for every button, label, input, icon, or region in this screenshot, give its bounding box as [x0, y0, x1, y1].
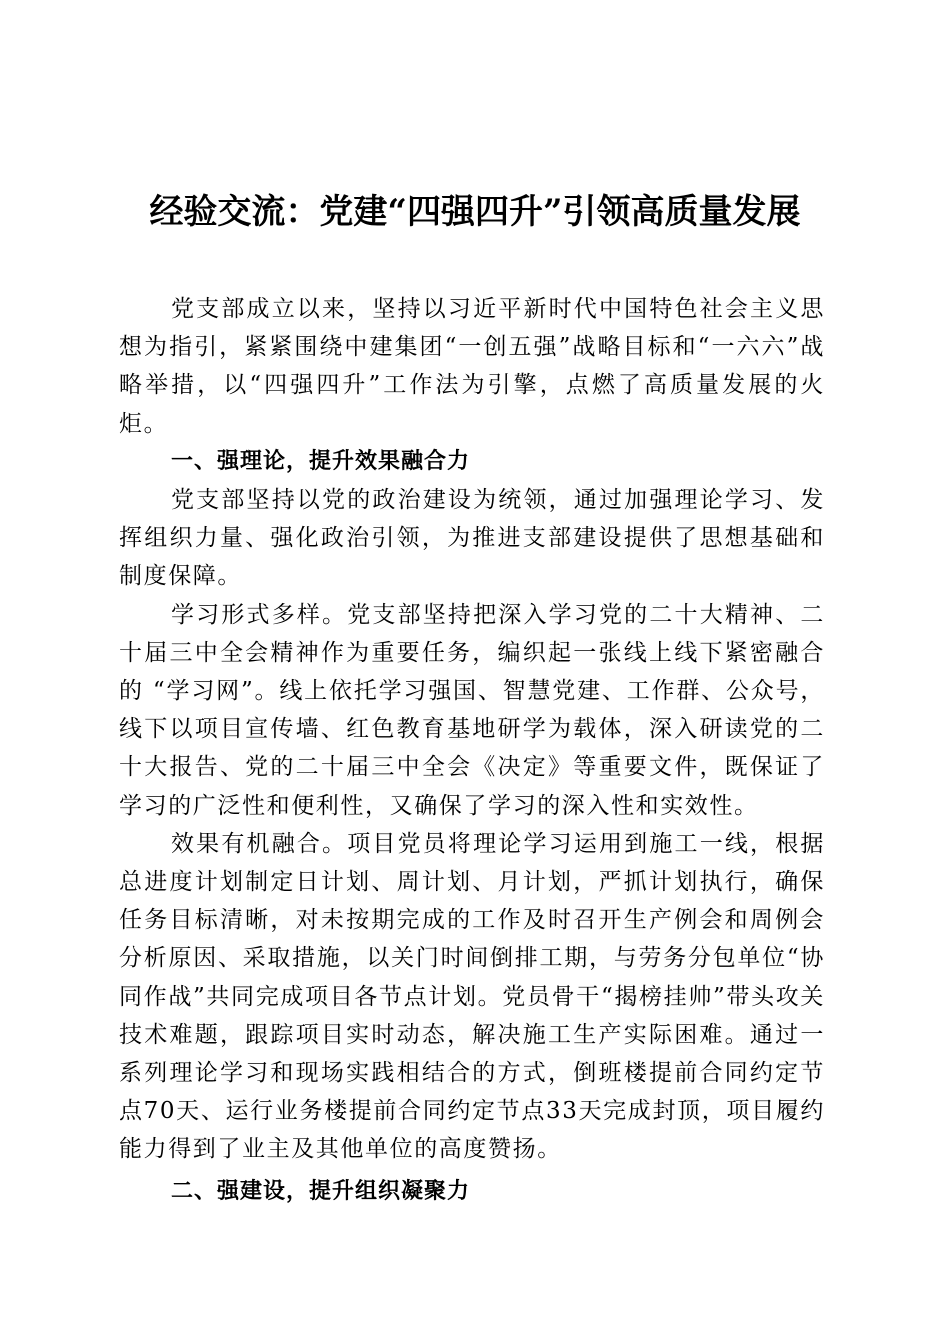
- section-1-paragraph: 党支部坚持以党的政治建设为统领，通过加强理论学习、发挥组织力量、强化政治引领，为推进支部建设提供了思想基础和制度保障。: [119, 487, 825, 590]
- section-heading-2: 二、强建设，提升组织凝聚力: [171, 1178, 471, 1204]
- document-body: [119, 290, 825, 1211]
- document-title: 经验交流：党建“四强四升”引领高质量发展: [149, 192, 801, 232]
- study-forms-paragraph: 学习形式多样。党支部坚持把深入学习党的二十大精神、二十届三中全会精神作为重要任务，编织起一张线上线下紧密融合的 “学习网”。线上依托学习强国、智慧党建、工作群、公众号，线下以项目宣传墙、红色教育基地研学为载体，深入研读党的二十大报告、党的二十届三中全会《决定》等重要文件，既保证了学习的广泛性和便利性，又确保了学习的深入性和实效性。: [119, 601, 825, 819]
- section-heading-1: 一、强理论，提升效果融合力: [171, 448, 471, 474]
- intro-paragraph: 党支部成立以来，坚持以习近平新时代中国特色社会主义思想为指引，紧紧围绕中建集团“一创五强”战略目标和“一六六”战略举措，以“四强四升”工作法为引擎，点燃了高质量发展的火炬。: [119, 296, 825, 437]
- effect-integration-paragraph: 效果有机融合。项目党员将理论学习运用到施工一线，根据总进度计划制定日计划、周计划、月计划，严抓计划执行，确保任务目标清晰，对未按期完成的工作及时召开生产例会和周例会分析原因、采取措施，以关门时间倒排工期，与劳务分包单位“协同作战”共同完成项目各节点计划。党员骨干“揭榜挂帅”带头攻关技术难题，跟踪项目实时动态，解决施工生产实际困难。通过一系列理论学习和现场实践相结合的方式，倒班楼提前合同约定节点70天、运行业务楼提前合同约定节点33天完成封顶，项目履约能力得到了业主及其他单位的高度赞扬。: [119, 830, 825, 1163]
